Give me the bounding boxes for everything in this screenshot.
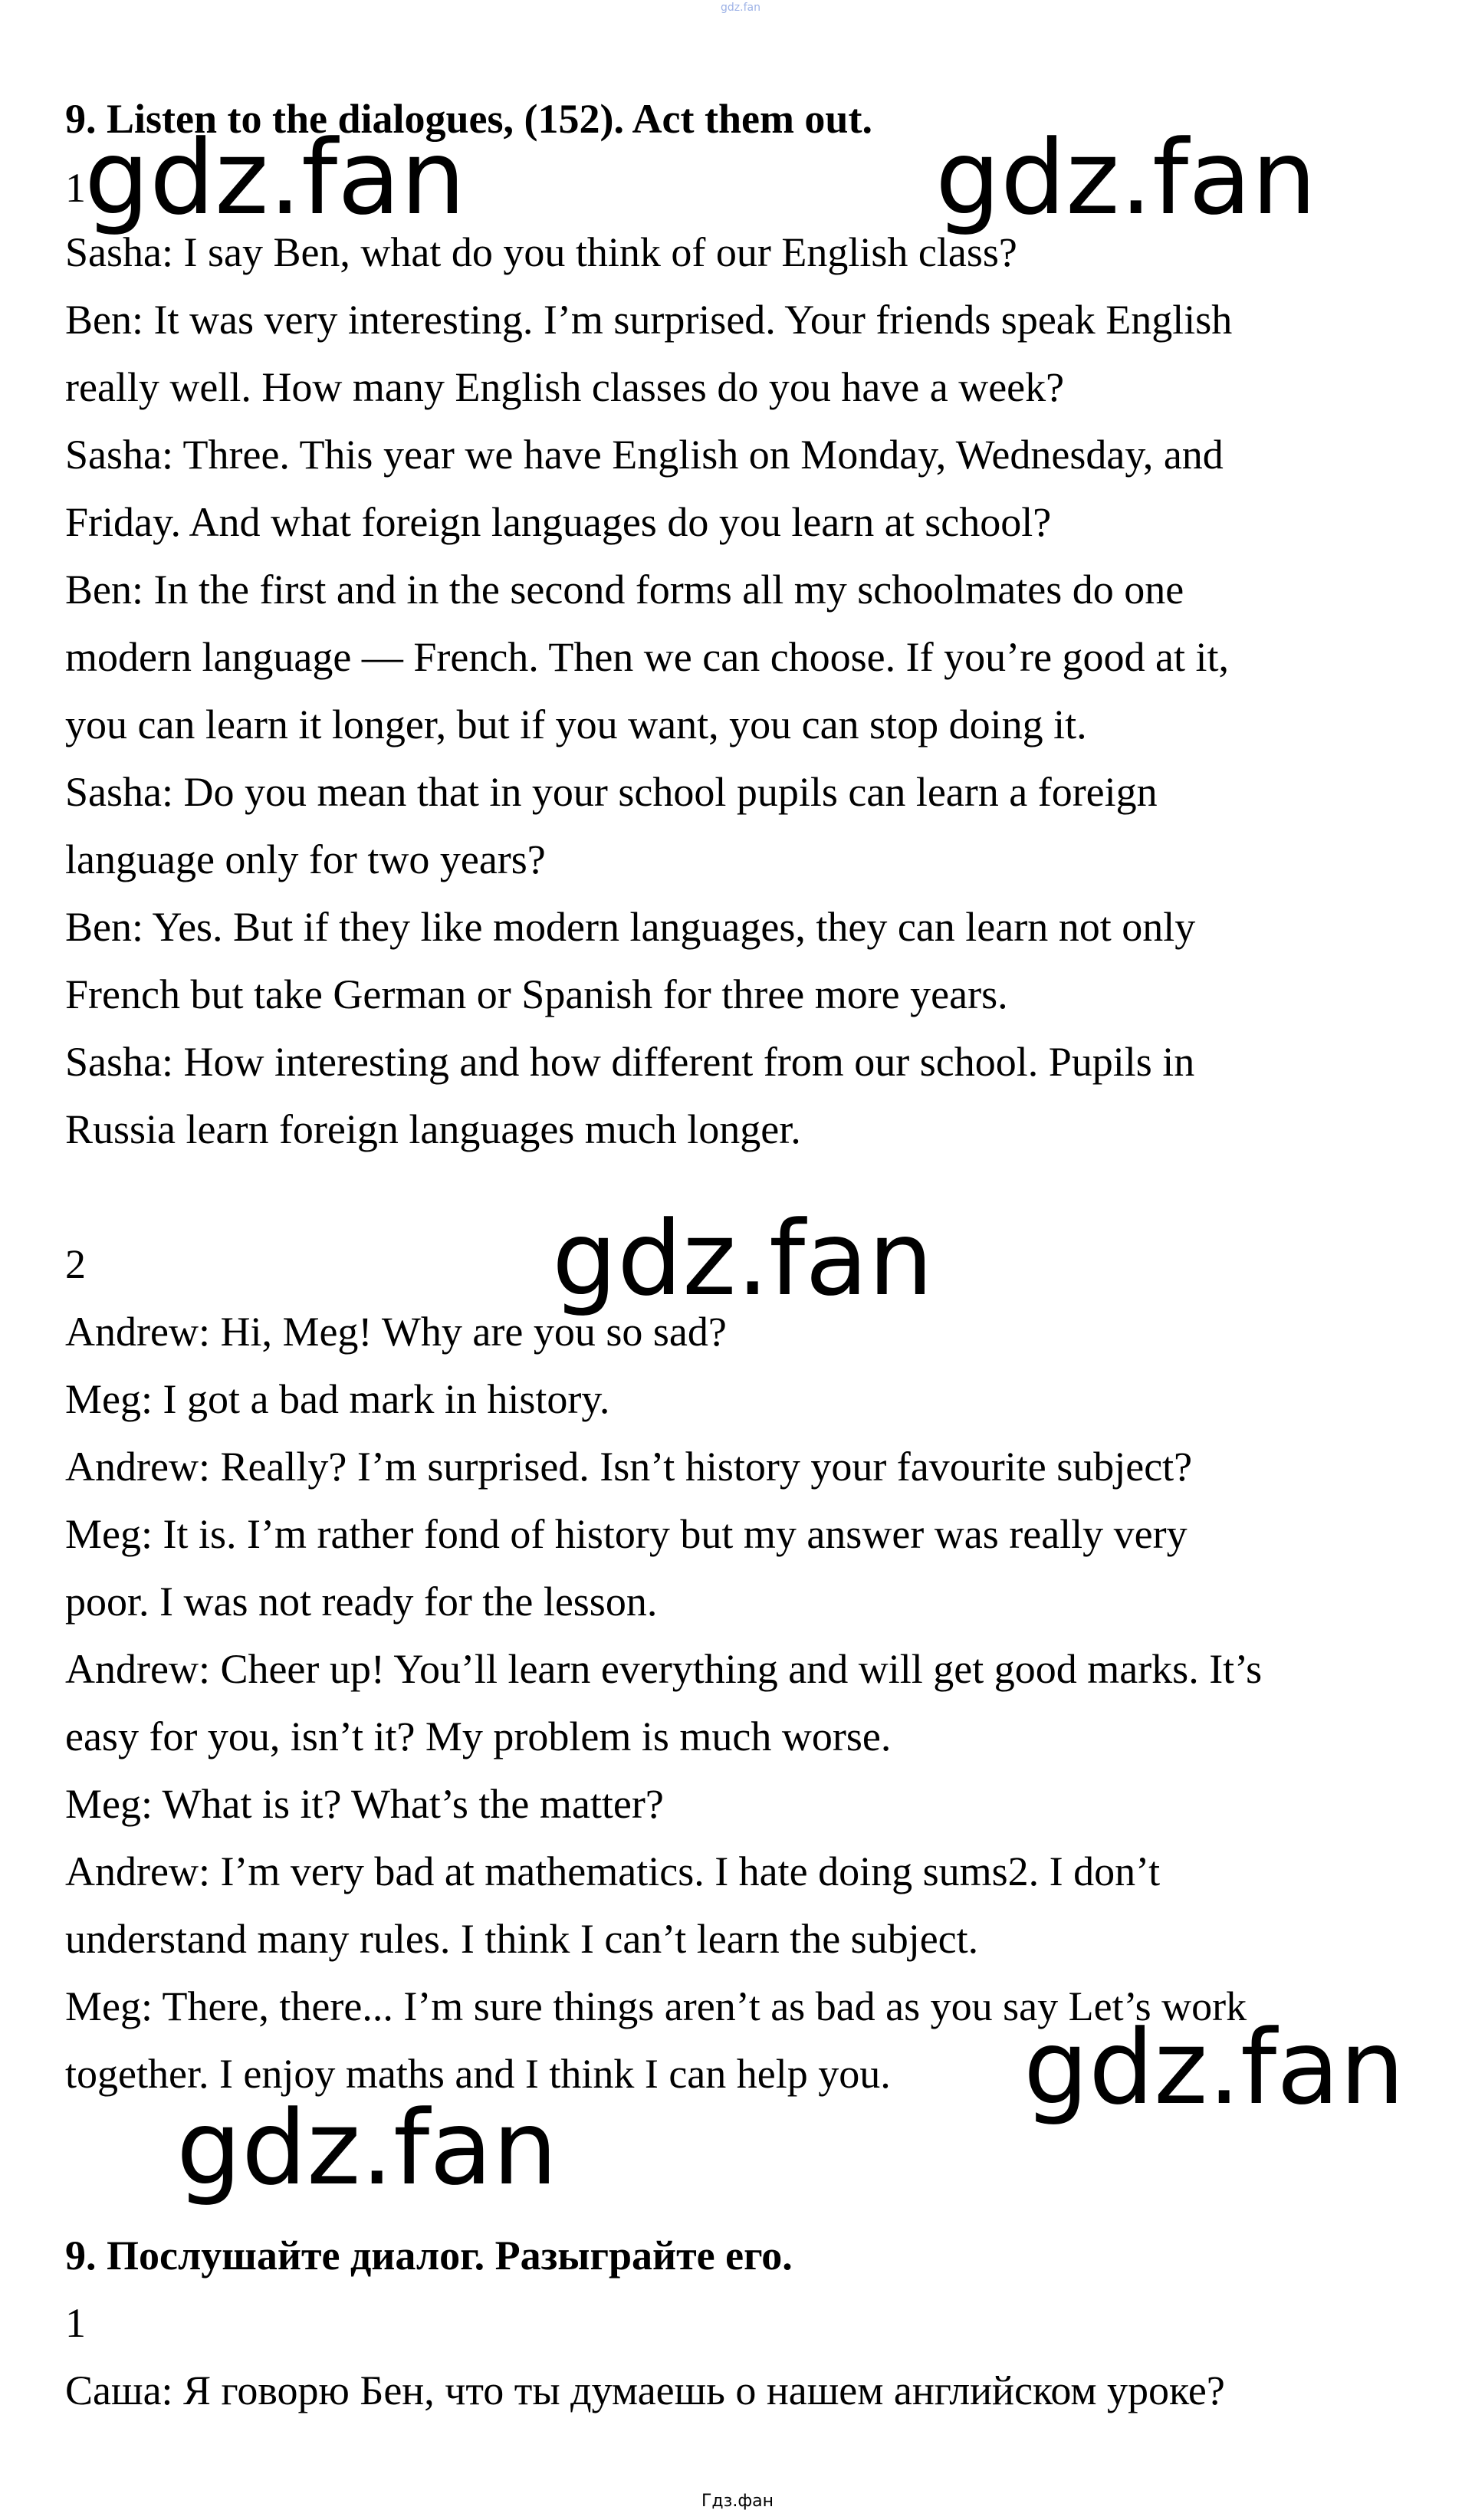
footer-label: Гдз.фан xyxy=(701,2492,774,2511)
watermark: gdz.fan xyxy=(935,118,1317,238)
dialogue-line: poor. I was not ready for the lesson. xyxy=(65,1579,658,1625)
dialogue-line: Meg: It is. I’m rather fond of history but my answer was really very xyxy=(65,1511,1188,1557)
dialogue-line: Friday. And what foreign languages do you learn at school? xyxy=(65,499,1052,545)
dialogue-line: Sasha: Three. This year we have English on Monday, Wednesday, and xyxy=(65,432,1224,478)
dialogue-line: understand many rules. I think I can’t learn the subject. xyxy=(65,1916,979,1962)
watermark: gdz.fan xyxy=(1023,2008,1405,2127)
dialogue-line: Russia learn foreign languages much longer. xyxy=(65,1106,801,1152)
dialogue-line: Ben: Yes. But if they like modern languages, they can learn not only xyxy=(65,904,1196,950)
dialogue-line: Саша: Я говорю Бен, что ты думаешь о нашем английском уроке? xyxy=(65,2367,1225,2413)
dialogue-line: together. I enjoy maths and I think I can help you. xyxy=(65,2051,891,2097)
watermark: gdz.fan xyxy=(176,2088,558,2208)
top-watermark: gdz.fan xyxy=(721,2,760,14)
dialogue-line: Sasha: How interesting and how different from our school. Pupils in xyxy=(65,1039,1195,1085)
watermark: gdz.fan xyxy=(552,1199,934,1319)
dialogue-line: Ben: In the first and in the second forms all my schoolmates do one xyxy=(65,567,1184,613)
dialogue-line: Meg: I got a bad mark in history. xyxy=(65,1376,610,1422)
dialogue-line: Sasha: I say Ben, what do you think of our English class? xyxy=(65,229,1017,275)
dialogue-number: 1 xyxy=(65,165,86,211)
dialogue-line: Andrew: Cheer up! You’ll learn everything and will get good marks. It’s xyxy=(65,1646,1263,1692)
dialogue-line: Andrew: Really? I’m surprised. Isn’t history your favourite subject? xyxy=(65,1444,1193,1490)
dialogue-number: 1 xyxy=(65,2300,86,2346)
exercise-heading-en: 9. Listen to the dialogues, (152). Act them out. xyxy=(65,96,872,142)
dialogue-line: Meg: What is it? What’s the matter? xyxy=(65,1781,664,1827)
dialogue-number: 2 xyxy=(65,1241,86,1287)
dialogue-line: Meg: There, there... I’m sure things aren’t as bad as you say Let’s work xyxy=(65,1983,1247,2029)
dialogue-line: really well. How many English classes do you have a week? xyxy=(65,364,1065,410)
dialogue-line: modern language — French. Then we can choose. If you’re good at it, xyxy=(65,634,1230,680)
dialogue-line: language only for two years? xyxy=(65,836,546,882)
dialogue-line: easy for you, isn’t it? My problem is much worse. xyxy=(65,1713,892,1759)
watermark: gdz.fan xyxy=(84,118,466,238)
dialogue-line: Andrew: I’m very bad at mathematics. I hate doing sums2. I don’t xyxy=(65,1848,1161,1894)
dialogue-line: Sasha: Do you mean that in your school pupils can learn a foreign xyxy=(65,769,1158,815)
exercise-heading-ru: 9. Послушайте диалог. Разыграйте его. xyxy=(65,2233,793,2279)
dialogue-line: you can learn it longer, but if you want, you can stop doing it. xyxy=(65,701,1087,747)
dialogue-line: Andrew: Hi, Meg! Why are you so sad? xyxy=(65,1309,727,1355)
dialogue-line: Ben: It was very interesting. I’m surprised. Your friends speak English xyxy=(65,297,1233,343)
dialogue-line: French but take German or Spanish for three more years. xyxy=(65,971,1008,1017)
